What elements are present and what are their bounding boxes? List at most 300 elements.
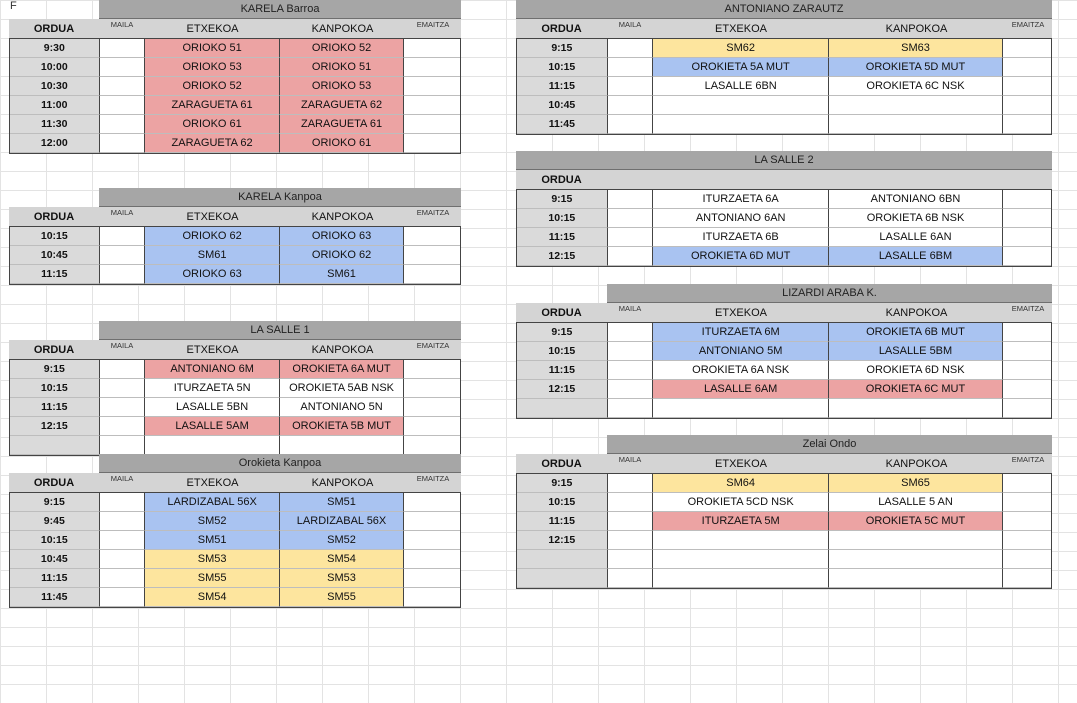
schedule-karela-barroa [9,0,461,154]
away-team-cell[interactable]: OROKIETA 5AB NSK [280,379,404,398]
time-cell: 11:15 [10,398,100,417]
match-row [10,398,460,417]
away-team-cell[interactable]: ORIOKO 61 [280,134,404,153]
away-team-cell[interactable]: ZARAGUETA 61 [280,115,404,134]
maila-cell[interactable] [100,265,146,284]
away-team-cell[interactable]: OROKIETA 6A MUT [280,360,404,379]
emaitza-cell[interactable] [1003,39,1051,58]
maila-cell[interactable] [608,247,654,266]
emaitza-cell[interactable] [1003,569,1051,588]
time-cell: 10:15 [517,342,608,361]
away-team-cell[interactable]: SM53 [280,569,404,588]
title-row [9,188,461,207]
time-cell: 12:15 [517,247,608,266]
schedule-body [9,492,461,608]
title-row [516,284,1052,303]
home-team-cell[interactable]: SM51 [145,531,279,550]
match-row [517,39,1051,58]
match-row [10,115,460,134]
title-row [9,0,461,19]
match-row [10,436,460,455]
time-cell: 9:15 [517,323,608,342]
header-kanpokoa: KANPOKOA [829,303,1004,322]
away-team-cell[interactable]: LASALLE 5 AN [829,493,1003,512]
header-ordua: ORDUA [9,340,99,359]
header-row [9,19,461,38]
away-team-cell[interactable]: OROKIETA 5C MUT [829,512,1003,531]
header-row [516,19,1052,38]
home-team-cell[interactable] [653,569,828,588]
header-maila [607,170,653,189]
maila-cell[interactable] [100,531,146,550]
home-team-cell[interactable]: OROKIETA 5A MUT [653,58,828,77]
schedule-body [516,473,1052,589]
match-row [10,227,460,246]
home-team-cell[interactable] [653,531,828,550]
away-team-cell[interactable]: SM61 [280,265,404,284]
header-ordua: ORDUA [9,207,99,226]
match-row [517,399,1051,418]
away-team-cell[interactable]: ZARAGUETA 62 [280,96,404,115]
emaitza-cell[interactable] [1003,115,1051,134]
time-cell: 10:15 [517,209,608,228]
header-kanpokoa: KANPOKOA [829,19,1004,38]
away-team-cell[interactable]: OROKIETA 5D MUT [829,58,1003,77]
header-kanpokoa: KANPOKOA [280,207,405,226]
time-cell: 9:15 [517,39,608,58]
emaitza-cell[interactable] [404,77,460,96]
venue-title: Orokieta Kanpoa [99,454,461,473]
match-row [10,96,460,115]
maila-cell[interactable] [100,39,146,58]
maila-cell[interactable] [100,588,146,607]
emaitza-cell[interactable] [1003,342,1051,361]
away-team-cell[interactable]: SM55 [280,588,404,607]
home-team-cell[interactable]: OROKIETA 6D MUT [653,247,828,266]
match-row [517,569,1051,588]
away-team-cell[interactable]: SM65 [829,474,1003,493]
home-team-cell[interactable]: SM55 [145,569,279,588]
match-row [517,380,1051,399]
match-row [517,342,1051,361]
home-team-cell[interactable]: ZARAGUETA 62 [145,134,279,153]
match-row [517,77,1051,96]
home-team-cell[interactable]: SM64 [653,474,828,493]
maila-cell[interactable] [608,493,654,512]
match-row [517,531,1051,550]
header-row [516,303,1052,322]
header-emaitza: EMAITZA [405,340,461,359]
home-team-cell[interactable]: ITURZAETA 5M [653,512,828,531]
schedule-la-salle-1 [9,321,461,456]
maila-cell[interactable] [100,379,146,398]
header-maila: MAILA [99,207,145,226]
header-ordua: ORDUA [516,303,607,322]
header-row [9,207,461,226]
schedule-body [9,226,461,285]
home-team-cell[interactable]: ANTONIANO 6AN [653,209,828,228]
away-team-cell[interactable]: ANTONIANO 6BN [829,190,1003,209]
venue-title: LA SALLE 1 [99,321,461,340]
schedule-la-salle-2 [516,151,1052,267]
home-team-cell[interactable]: OROKIETA 5CD NSK [653,493,828,512]
venue-title: ANTONIANO ZARAUTZ [516,0,1052,19]
header-etxekoa: ETXEKOA [145,207,280,226]
home-team-cell[interactable]: SM53 [145,550,279,569]
title-spacer [9,188,99,207]
maila-cell[interactable] [608,96,654,115]
home-team-cell[interactable]: ORIOKO 63 [145,265,279,284]
header-row [516,170,1052,189]
away-team-cell[interactable]: ORIOKO 63 [280,227,404,246]
header-emaitza: EMAITZA [1004,303,1052,322]
title-row [516,0,1052,19]
corner-label: F [10,0,17,12]
title-spacer [516,435,607,454]
match-row [517,474,1051,493]
away-team-cell[interactable]: OROKIETA 6B NSK [829,209,1003,228]
time-cell: 9:30 [10,39,100,58]
maila-cell[interactable] [100,398,146,417]
away-team-cell[interactable]: SM63 [829,39,1003,58]
match-row [10,246,460,265]
header-etxekoa: ETXEKOA [145,473,280,492]
away-team-cell[interactable]: ORIOKO 51 [280,58,404,77]
emaitza-cell[interactable] [1003,399,1051,418]
emaitza-cell[interactable] [404,436,460,455]
emaitza-cell[interactable] [1003,550,1051,569]
emaitza-cell[interactable] [1003,58,1051,77]
match-row [10,360,460,379]
emaitza-cell[interactable] [404,265,460,284]
emaitza-cell[interactable] [1003,493,1051,512]
match-row [10,77,460,96]
away-team-cell[interactable]: OROKIETA 5B MUT [280,417,404,436]
emaitza-cell[interactable] [404,512,460,531]
time-cell: 12:15 [517,380,608,399]
time-cell: 11:15 [10,569,100,588]
time-cell: 9:15 [10,493,100,512]
home-team-cell[interactable]: SM52 [145,512,279,531]
maila-cell[interactable] [100,227,146,246]
header-row [516,454,1052,473]
home-team-cell[interactable] [653,550,828,569]
home-team-cell[interactable]: ITURZAETA 6B [653,228,828,247]
venue-title: KARELA Barroa [99,0,461,19]
match-row [10,417,460,436]
away-team-cell[interactable] [829,569,1003,588]
header-kanpokoa: KANPOKOA [280,473,405,492]
title-spacer [516,284,607,303]
match-row [517,247,1051,266]
home-team-cell[interactable] [653,96,828,115]
time-cell: 11:15 [517,77,608,96]
away-team-cell[interactable]: SM51 [280,493,404,512]
match-row [10,550,460,569]
away-team-cell[interactable]: OROKIETA 6D NSK [829,361,1003,380]
home-team-cell[interactable]: ORIOKO 52 [145,77,279,96]
maila-cell[interactable] [608,58,654,77]
home-team-cell[interactable]: ANTONIANO 6M [145,360,279,379]
away-team-cell[interactable]: ANTONIANO 5N [280,398,404,417]
time-cell: 11:15 [517,512,608,531]
time-cell: 9:15 [517,190,608,209]
match-row [517,550,1051,569]
maila-cell[interactable] [608,474,654,493]
header-etxekoa: ETXEKOA [653,19,829,38]
emaitza-cell[interactable] [1003,531,1051,550]
time-cell: 11:30 [10,115,100,134]
away-team-cell[interactable]: SM52 [280,531,404,550]
maila-cell[interactable] [100,550,146,569]
match-row [517,323,1051,342]
away-team-cell[interactable]: LASALLE 6AN [829,228,1003,247]
maila-cell[interactable] [608,399,654,418]
home-team-cell[interactable]: SM54 [145,588,279,607]
home-team-cell[interactable]: ANTONIANO 5M [653,342,828,361]
venue-title: KARELA Kanpoa [99,188,461,207]
header-etxekoa [653,170,829,189]
time-cell: 10:45 [10,550,100,569]
match-row [10,134,460,153]
away-team-cell[interactable] [829,531,1003,550]
home-team-cell[interactable]: ORIOKO 53 [145,58,279,77]
venue-title: LA SALLE 2 [516,151,1052,170]
away-team-cell[interactable] [829,96,1003,115]
away-team-cell[interactable] [829,550,1003,569]
header-row [9,473,461,492]
emaitza-cell[interactable] [404,96,460,115]
maila-cell[interactable] [608,550,654,569]
header-emaitza: EMAITZA [405,473,461,492]
header-maila: MAILA [607,19,653,38]
maila-cell[interactable] [608,569,654,588]
header-maila: MAILA [607,303,653,322]
away-team-cell[interactable]: ORIOKO 52 [280,39,404,58]
home-team-cell[interactable]: ITURZAETA 6A [653,190,828,209]
home-team-cell[interactable] [145,436,279,455]
time-cell: 10:15 [10,379,100,398]
match-row [517,190,1051,209]
time-cell: 11:15 [517,361,608,380]
match-row [517,228,1051,247]
time-cell: 9:45 [10,512,100,531]
away-team-cell[interactable]: OROKIETA 6B MUT [829,323,1003,342]
emaitza-cell[interactable] [1003,209,1051,228]
title-spacer [9,321,99,340]
away-team-cell[interactable] [280,436,404,455]
emaitza-cell[interactable] [404,550,460,569]
maila-cell[interactable] [608,342,654,361]
home-team-cell[interactable] [653,399,828,418]
emaitza-cell[interactable] [1003,77,1051,96]
home-team-cell[interactable]: ZARAGUETA 61 [145,96,279,115]
home-team-cell[interactable]: ORIOKO 51 [145,39,279,58]
away-team-cell[interactable] [829,115,1003,134]
emaitza-cell[interactable] [1003,247,1051,266]
header-kanpokoa [829,170,1004,189]
away-team-cell[interactable]: SM54 [280,550,404,569]
header-kanpokoa: KANPOKOA [280,19,405,38]
home-team-cell[interactable]: OROKIETA 6A NSK [653,361,828,380]
emaitza-cell[interactable] [404,531,460,550]
time-cell: 11:45 [517,115,608,134]
home-team-cell[interactable]: LARDIZABAL 56X [145,493,279,512]
away-team-cell[interactable]: LARDIZABAL 56X [280,512,404,531]
title-spacer [9,0,99,19]
match-row [10,265,460,284]
header-kanpokoa: KANPOKOA [829,454,1004,473]
maila-cell[interactable] [608,39,654,58]
maila-cell[interactable] [608,380,654,399]
header-maila: MAILA [99,340,145,359]
schedule-body [9,359,461,456]
away-team-cell[interactable] [829,399,1003,418]
home-team-cell[interactable]: LASALLE 6BN [653,77,828,96]
emaitza-cell[interactable] [1003,512,1051,531]
emaitza-cell[interactable] [404,493,460,512]
header-etxekoa: ETXEKOA [145,19,280,38]
maila-cell[interactable] [608,531,654,550]
match-row [517,96,1051,115]
away-team-cell[interactable]: LASALLE 6BM [829,247,1003,266]
maila-cell[interactable] [608,115,654,134]
home-team-cell[interactable]: SM62 [653,39,828,58]
match-row [10,569,460,588]
maila-cell[interactable] [100,436,146,455]
maila-cell[interactable] [608,190,654,209]
maila-cell[interactable] [100,360,146,379]
time-cell [10,436,100,455]
header-emaitza: EMAITZA [405,19,461,38]
maila-cell[interactable] [100,493,146,512]
emaitza-cell[interactable] [404,417,460,436]
time-cell: 12:15 [517,531,608,550]
maila-cell[interactable] [100,134,146,153]
maila-cell[interactable] [100,77,146,96]
time-cell: 10:30 [10,77,100,96]
time-cell [517,550,608,569]
time-cell: 9:15 [10,360,100,379]
time-cell: 11:00 [10,96,100,115]
home-team-cell[interactable]: LASALLE 5AM [145,417,279,436]
emaitza-cell[interactable] [404,115,460,134]
time-cell: 11:15 [10,265,100,284]
emaitza-cell[interactable] [404,58,460,77]
schedule-antoniano-zarautz [516,0,1052,135]
maila-cell[interactable] [100,96,146,115]
away-team-cell[interactable]: ORIOKO 62 [280,246,404,265]
emaitza-cell[interactable] [404,227,460,246]
title-row [9,454,461,473]
match-row [517,361,1051,380]
away-team-cell[interactable]: OROKIETA 6C MUT [829,380,1003,399]
emaitza-cell[interactable] [404,379,460,398]
header-maila: MAILA [99,473,145,492]
home-team-cell[interactable]: ITURZAETA 6M [653,323,828,342]
title-row [516,435,1052,454]
venue-title: Zelai Ondo [607,435,1052,454]
match-row [517,115,1051,134]
away-team-cell[interactable]: LASALLE 5BM [829,342,1003,361]
match-row [10,512,460,531]
header-etxekoa: ETXEKOA [653,303,829,322]
header-ordua: ORDUA [516,170,607,189]
home-team-cell[interactable] [653,115,828,134]
header-kanpokoa: KANPOKOA [280,340,405,359]
away-team-cell[interactable]: OROKIETA 6C NSK [829,77,1003,96]
home-team-cell[interactable]: LASALLE 5BN [145,398,279,417]
time-cell: 10:15 [10,227,100,246]
away-team-cell[interactable]: ORIOKO 53 [280,77,404,96]
match-row [517,512,1051,531]
match-row [517,493,1051,512]
time-cell: 10:15 [517,493,608,512]
emaitza-cell[interactable] [404,134,460,153]
maila-cell[interactable] [100,246,146,265]
emaitza-cell[interactable] [404,39,460,58]
emaitza-cell[interactable] [404,360,460,379]
match-row [10,588,460,607]
time-cell: 10:00 [10,58,100,77]
maila-cell[interactable] [608,323,654,342]
emaitza-cell[interactable] [1003,228,1051,247]
match-row [10,493,460,512]
match-row [517,58,1051,77]
maila-cell[interactable] [608,228,654,247]
maila-cell[interactable] [100,417,146,436]
emaitza-cell[interactable] [404,588,460,607]
match-row [10,379,460,398]
time-cell: 12:00 [10,134,100,153]
emaitza-cell[interactable] [404,246,460,265]
time-cell [517,399,608,418]
home-team-cell[interactable]: SM61 [145,246,279,265]
header-etxekoa: ETXEKOA [653,454,829,473]
emaitza-cell[interactable] [1003,323,1051,342]
time-cell: 12:15 [10,417,100,436]
home-team-cell[interactable]: LASALLE 6AM [653,380,828,399]
emaitza-cell[interactable] [1003,190,1051,209]
header-row [9,340,461,359]
emaitza-cell[interactable] [1003,96,1051,115]
emaitza-cell[interactable] [404,569,460,588]
maila-cell[interactable] [100,569,146,588]
maila-cell[interactable] [608,209,654,228]
time-cell: 10:15 [10,531,100,550]
header-maila: MAILA [99,19,145,38]
time-cell: 11:45 [10,588,100,607]
title-spacer [9,454,99,473]
emaitza-cell[interactable] [1003,474,1051,493]
time-cell: 11:15 [517,228,608,247]
home-team-cell[interactable]: ORIOKO 61 [145,115,279,134]
emaitza-cell[interactable] [404,398,460,417]
maila-cell[interactable] [100,58,146,77]
header-emaitza: EMAITZA [1004,454,1052,473]
maila-cell[interactable] [100,512,146,531]
maila-cell[interactable] [608,512,654,531]
venue-title: LIZARDI ARABA K. [607,284,1052,303]
emaitza-cell[interactable] [1003,361,1051,380]
schedule-karela-kanpoa [9,188,461,285]
maila-cell[interactable] [608,77,654,96]
home-team-cell[interactable]: ORIOKO 62 [145,227,279,246]
emaitza-cell[interactable] [1003,380,1051,399]
maila-cell[interactable] [100,115,146,134]
home-team-cell[interactable]: ITURZAETA 5N [145,379,279,398]
maila-cell[interactable] [608,361,654,380]
